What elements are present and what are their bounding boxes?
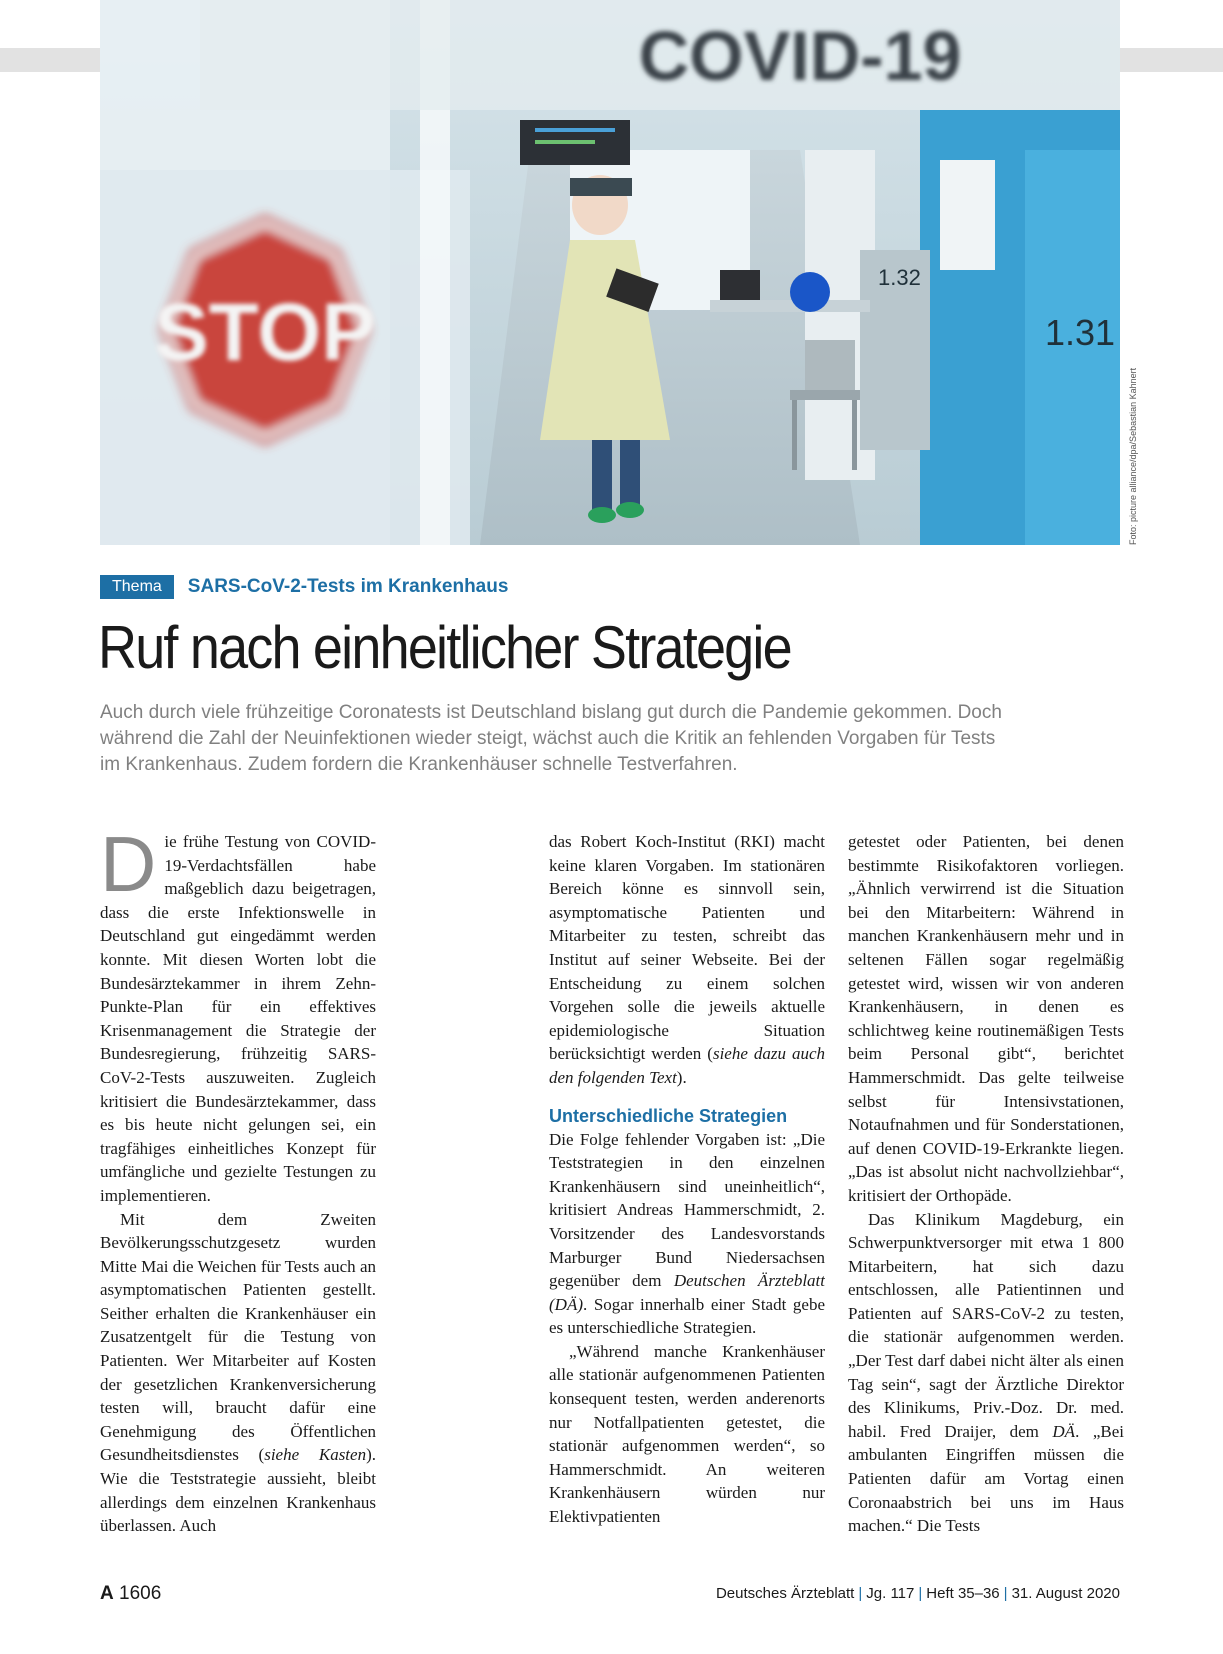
kicker [100, 575, 508, 599]
photo-illustration [100, 0, 1120, 545]
journal-info: Deutsches Ärzteblatt | Jg. 117 | Heft 35–36 | 31. August 2020 [715, 1585, 1120, 1602]
paragraph: das Robert Koch-Institut (RKI) macht keine klaren Vorgaben. Im stationären Bereich könne es sinnvoll sein, asymptomatische Patienten und Mitarbeiter zu testen, schreibt das Institut auf seiner Webseite. Bei der Entscheidung zu einem solchen Vorgehen solle die jeweils aktuelle epidemiologische Situation berücksichtigt werden (siehe dazu auch den folgenden Text). [549, 832, 825, 1087]
column-3 [848, 830, 1124, 1550]
headline: Ruf nach einheitlicher Strategie [98, 614, 791, 681]
paragraph: Mit dem Zweiten Bevölkerungsschutzgesetz wurden Mitte Mai die Weichen für Tests auch an asymptomatischen Patienten gestellt. Seither erhalten die Krankenhäuser ein Zusatzentgelt für die Testung von Patienten. Wer Mitarbeiter auf Kosten der gesetzlichen Krankenversicherung testen will, braucht dafür eine Genehmigung des Öffentlichen Gesundheitsdienstes (siehe Kasten). Wie die Teststrategie aussieht, bleibt allerdings dem einzelnen Krankenhaus überlassen. Auch [100, 1209, 376, 1536]
room-number: 1.31 [1045, 312, 1116, 353]
paragraph: Die Folge fehlender Vorgaben ist: „Die Teststrategien in den einzelnen Krankenhäusern sind uneinheitlich“, kritisiert Andreas Hammerschmidt, 2. Vorsitzender des Landesvorstands Marburger Bund Niedersachsen gegenüber dem Deutschen Ärzteblatt (DÄ). Sogar innerhalb einer Stadt gebe es unterschiedliche Strategien. [549, 1129, 825, 1338]
paragraph: ie frühe Testung von COVID-19-Verdachtsfällen habe maßgeblich dazu beigetragen, dass die erste Infektionswelle in Deutschland gut eingedämmt werden konnte. Mit diesen Worten lobt die Bundesärztekammer in ihrem Zehn-Punkte-Plan für ein effektives Krisenmanagement die Strategie der Bundesregierung, frühzeitig SARS-CoV-2-Tests auszuweiten. Zugleich kritisiert die Bundesärztekammer, dass es bis heute nicht gelungen sei, ein tragfähiges einheitliches Konzept für umfängliche und gezielte Testungen zu implementieren. [100, 832, 376, 1205]
paragraph: Das Klinikum Magdeburg, ein Schwerpunktversorger mit etwa 1 800 Mitarbeitern, hat sich dazu entschlossen, alle Patientinnen und Patienten auf SARS-CoV-2 zu testen, die stationär aufgenommen werden. „Der Test darf dabei nicht älter als einen Tag sein“, sagt der Ärztliche Direktor des Klinikums, Priv.-Doz. Dr. med. habil. Fred Draijer, dem DÄ. „Bei ambulanten Eingriffen müssen die Patienten dafür am Vortag einen Coronaabstrich bei uns im Haus machen.“ Die Tests [848, 1209, 1124, 1536]
paragraph: „Während manche Krankenhäuser alle stationär aufgenommenen Patienten konsequent testen, werden anderenorts nur Notfallpatienten getestet, die stationär aufgenommen werden“, so Hammerschmidt. An weiteren Krankenhäusern würden nur Elektivpatienten [549, 1341, 825, 1527]
hospital-photo [100, 0, 1120, 545]
page-number: A 1606 [100, 1583, 162, 1604]
subheading: Unterschiedliche Strategien [549, 1105, 788, 1126]
column-2 [549, 830, 825, 1550]
top-rule-left [0, 48, 100, 72]
page-footer [100, 1583, 1120, 1607]
covid-sign-text: COVID-19 [638, 17, 962, 95]
column-1 [100, 830, 376, 1550]
top-rule-right [1120, 48, 1223, 72]
lead-paragraph: Auch durch viele frühzeitige Coronatests ist Deutschland bislang gut durch die Pandemie gekommen. Doch während die Zahl der Neuinfektionen wieder steigt, wächst auch die Kritik an fehlenden Vorgaben für Tests im Krankenhaus. Zudem fordern die Krankenhäuser schnelle Testverfahren. [100, 702, 1002, 775]
paragraph: getestet oder Patienten, bei denen bestimmte Risikofaktoren vorliegen. „Ähnlich verwirrend ist die Situation bei den Mitarbeitern: Während in manchen Krankenhäusern mehr und in seltenen Fällen sogar regelmäßig getestet wird, wissen wir von anderen Krankenhäusern, in denen es schlichtweg keine routinemäßigen Tests beim Personal gibt“, berichtet Hammerschmidt. Das gelte teilweise selbst für Intensivstationen, Notaufnahmen und für Sonderstationen, auf denen COVID-19-Erkrankte liegen. „Das ist absolut nicht nachvollziehbar“, kritisiert der Orthopäde. [848, 832, 1124, 1205]
photo-credit: Foto: picture alliance/dpa/Sebastian Kahnert [1128, 367, 1138, 545]
room-number-2: 1.32 [878, 265, 921, 290]
section-tag: Thema [100, 575, 174, 599]
kicker-title: SARS-CoV-2-Tests im Krankenhaus [187, 576, 509, 597]
stop-sign-text: STOP [154, 287, 376, 378]
drop-cap: D [100, 830, 157, 908]
